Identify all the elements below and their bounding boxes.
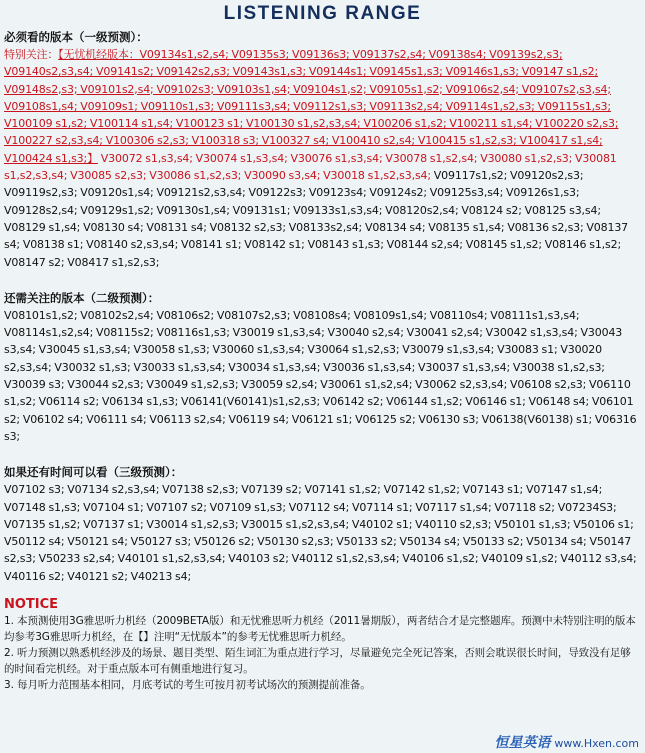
tier1-version-list: V09117s1,s2; V09120s2,s3; V09119s2,s3; V09120s1,s4; V09121s2,s3,s4; V09122s3; V09123s4; V09124s2; V09125s3,s4; V09126s1,s3; V09128s2,s4; V09129s1,s2; V09130s1,s4; V09131s1; V09133s1,s3,s4; V08120s2,s4; V08124 s2; V08125 s3,s4; V08129 s1,s4; V08130 s4; V08131 s4; V08132 s2,s3; V08133s2,s4; V08134 s4; V08135 s1,s4; V08136 s2,s3; V08137 s4; V08138 s1; V08140 s2,s3,s4; V08141 s1; V08142 s1; V08143 s1,s3; V08144 s2,s4; V08145 s1,s2; V08146 s1,s2; V08147 s2; V08417 s1,s2,s3; [4,169,629,269]
notice-title: NOTICE [4,597,59,613]
tier1-red-version-list: V30072 s1,s3,s4; V30074 s1,s3,s4; V30076 s1,s3,s4; V30078 s1,s2,s4; V30080 s1,s2,s3; V30081 s1,s2,s3,s4; V30085 s2,s3; V30086 s1,s2,s3; V30090 s3,s4; V30018 s1,s2,s3,s4; [4,151,617,183]
notice-item-1: 1. 本预测使用3G雅思听力机经（2009BETA版）和无忧雅思听力机经（2011暑期版），两者结合才是完整题库。预测中未特别注明的版本均参考3G雅思听力机经，在【】注明“无忧版本”的参考无忧雅思听力机经。 [4,615,636,644]
tier3-heading: 如果还有时间可以看（三级预测）： [4,465,183,480]
notice-item-2: 2. 听力预测以熟悉机经涉及的场景、题目类型、陌生词汇为重点进行学习，尽量避免完全死记答案，否则会耽误很长时间，导致没有足够的时间看完机经。对于重点版本可有侧重地进行复习。 [4,647,631,676]
tier1-heading: 必须看的版本（一级预测）： [4,30,148,44]
page-title: LISTENING RANGE [223,3,422,24]
tier2-version-list: V08101s1,s2; V08102s2,s4; V08106s2; V08107s2,s3; V08108s4; V08109s1,s4; V08110s4; V08111s1,s3,s4; V08114s1,s2,s4; V08115s2; V08116s1,s3; V30019 s1,s3,s4; V30040 s2,s4; V30041 s2,s4; V30042 s1,s3,s4; V30043 s3,s4; V30045 s1,s3,s4; V30058 s1,s3; V30060 s1,s3,s4; V30064 s1,s2,s3; V30079 s1,s3,s4; V30083 s1; V30020 s2,s3,s4; V30032 s1,s3; V30033 s1,s3,s4; V30034 s1,s3,s4; V30036 s1,s3,s4; V30037 s1,s3,s4; V30038 s1,s2,s3; V30039 s3; V30044 s2,s3; V30049 s1,s2,s3; V30059 s2,s4; V30061 s1,s2,s4; V30062 s2,s3,s4; V06108 s2,s3; V06110 s1,s2; V06114 s2; V06134 s1,s3; V06141(V60141)s1,s2,s3; V06142 s2; V06144 s1,s2; V06146 s1; V06148 s4; V06101 s2; V06102 s4; V06111 s4; V06113 s2,s4; V06119 s4; V06121 s1; V06125 s2; V06130 s3; V06138(V60138) s1; V06316 s3; [4,308,637,443]
tier2-heading: 还需关注的版本（二级预测）： [4,290,160,305]
tier1-paragraph [4,46,641,271]
special-attention-label: 特别关注： [4,48,59,61]
site-watermark [490,733,639,751]
tier3-version-list: V07102 s3; V07134 s2,s3,s4; V07138 s2,s3; V07139 s2; V07141 s1,s2; V07142 s1,s2; V07143 s1; V07147 s1,s4; V07148 s1,s3; V07104 s1; V07107 s2; V07109 s1,s3; V07112 s4; V07114 s1; V07117 s1,s4; V07118 s2; V07234S3; V07135 s1,s2; V07137 s1; V30014 s1,s2,s3; V30015 s1,s2,s3,s4; V40102 s1; V40110 s2,s3; V50101 s1,s3; V50106 s1; V50112 s4; V50121 s4; V50127 s3; V50126 s2; V50130 s2,s3; V50133 s2; V50134 s4; V50133 s2; V50134 s4; V50147 s2,s3; V50233 s2,s4; V40101 s1,s2,s3,s4; V40103 s2; V40112 s1,s2,s3,s4; V40106 s1,s2; V40109 s1,s2; V40112 s3,s4; V40116 s2; V40121 s2; V40213 s4; [4,483,637,583]
wuyou-version-list: 【无忧机经版本：V09134s1,s2,s4; V09135s3; V09136s3; V09137s2,s4; V09138s4; V09139s2,s3; V09140s2,s3,s4; V09141s2; V09142s2,s3; V09143s1,s3; V09144s1; V09145s1,s3; V09146s1,s3; V09147 s1,s2; V09148s2,s3; V09101s2,s4; V09102s3; V09103s1,s4; V09104s1,s2; V09105s1,s2; V09106s2,s4; V09107s2,s3,s4; V09108s1,s4; V09109s1; V09110s1,s3; V09111s3,s4; V09112s1,s3; V09113s2,s4; V09114s1,s2,s3; V09115s1,s3; V100109 s1,s2; V100114 s1,s4; V100123 s1; V100130 s1,s2,s3,s4; V100206 s1,s2; V100211 s1,s4; V100220 s2,s3; V100227 s2,s3,s4; V100306 s2,s3; V100318 s3; V100327 s4; V100410 s2,s4; V100415 s1,s2,s3; V100417 s1,s4; V100424 s1,s3;】 [4,48,619,165]
watermark-brand: 恒星英语 [494,735,551,751]
notice-item-3: 3. 每月听力范围基本相同，月底考试的考生可按月初考试场次的预测提前准备。 [4,679,371,692]
watermark-url: www.Hxen.com [554,737,639,750]
